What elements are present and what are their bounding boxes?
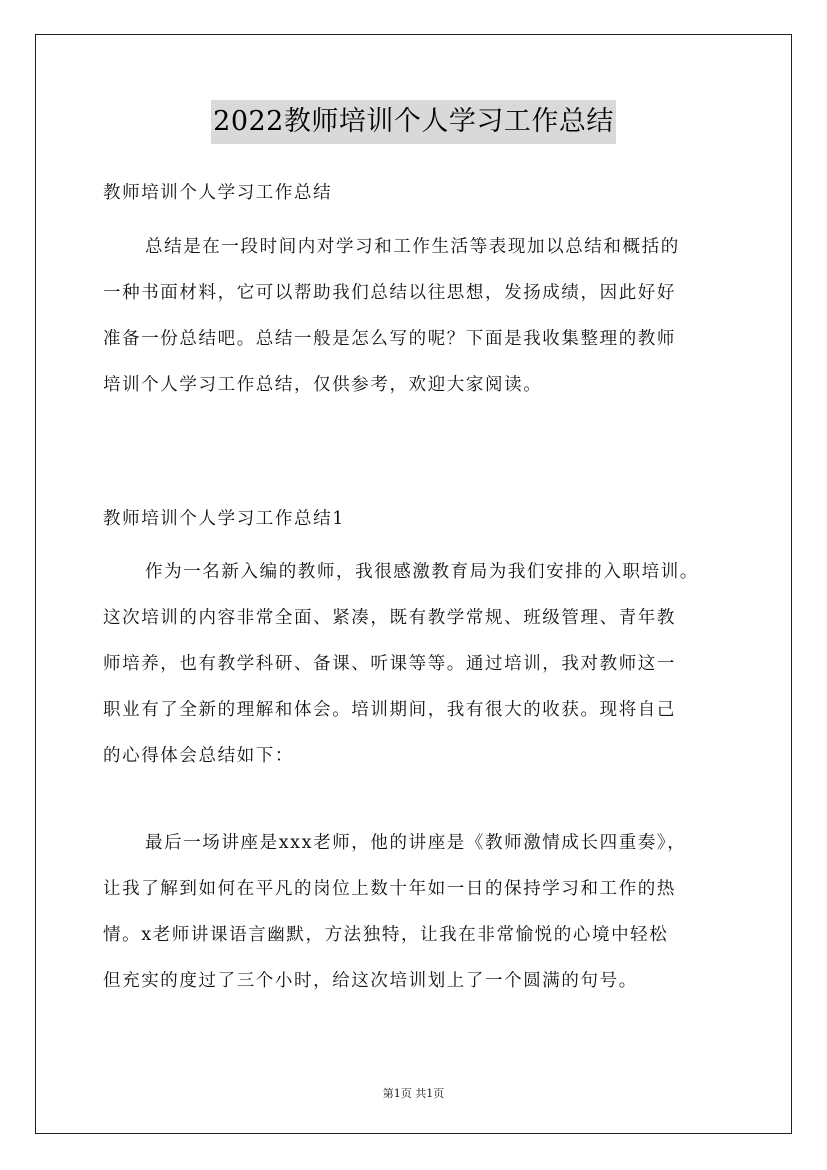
document-subtitle: 教师培训个人学习工作总结 [103,183,333,203]
intro-line: 一种书面材料，它可以帮助我们总结以往思想，发扬成绩，因此好好 [103,283,676,303]
intro-line: 总结是在一段时间内对学习和工作生活等表现加以总结和概括的 [145,237,680,257]
para2-line: 但充实的度过了三个小时，给这次培训划上了一个圆满的句号。 [103,971,638,991]
section-heading-block [103,496,743,542]
section-heading: 教师培训个人学习工作总结1 [103,509,345,529]
page-footer [0,1085,827,1101]
para2-line: 情。x老师讲课语言幽默，方法独特，让我在非常愉悦的心境中轻松 [103,925,669,945]
document-title: 2022教师培训个人学习工作总结 [211,100,616,144]
para1-line: 师培养，也有教学科研、备课、听课等等。通过培训，我对教师这一 [103,654,676,674]
intro-line: 培训个人学习工作总结，仅供参考，欢迎大家阅读。 [103,375,543,395]
para2-line: 让我了解到如何在平凡的岗位上数十年如一日的保持学习和工作的热 [103,879,676,899]
para1-line: 这次培训的内容非常全面、紧凑，既有教学常规、班级管理、青年教 [103,608,676,628]
title-container [0,100,827,144]
para1-line: 职业有了全新的理解和体会。培训期间，我有很大的收获。现将自己 [103,700,676,720]
para1-line: 作为一名新入编的教师，我很感激教育局为我们安排的入职培训。 [145,562,699,582]
page-number-label: 第1页 共1页 [382,1087,445,1100]
paragraph-1 [103,549,743,779]
subtitle-block [103,170,743,216]
para1-line: 的心得体会总结如下： [103,746,294,766]
intro-line: 准备一份总结吧。总结一般是怎么写的呢？下面是我收集整理的教师 [103,329,676,349]
paragraph-2 [103,820,743,1004]
para2-line: 最后一场讲座是xxx老师，他的讲座是《教师激情成长四重奏》， [145,833,687,853]
intro-paragraph [103,224,743,408]
